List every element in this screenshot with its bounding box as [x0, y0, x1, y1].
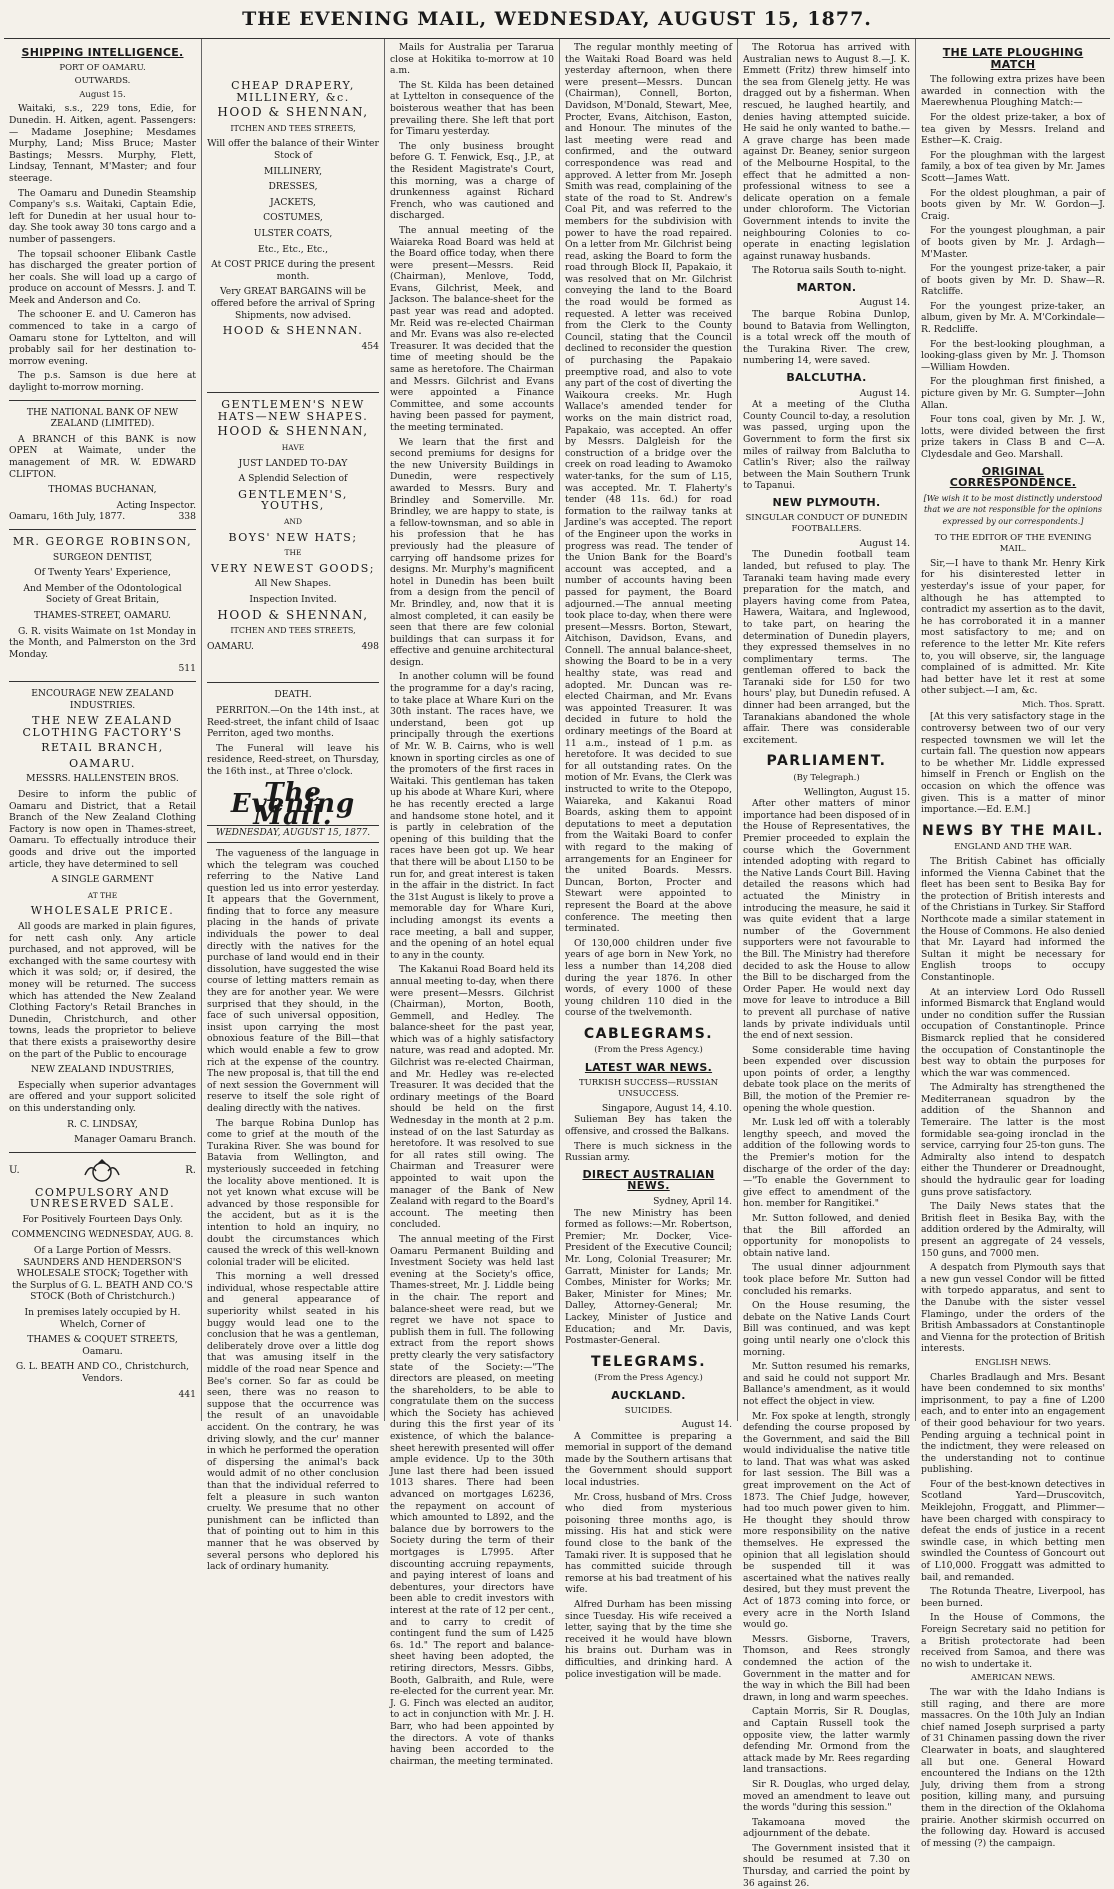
new-shapes: All New Shapes.: [254, 578, 332, 590]
nz-branch: RETAIL BRANCH,: [41, 741, 164, 755]
firm-name: HOOD & SHENNAN.: [222, 324, 364, 338]
just-landed: JUST LANDED TO-DAY: [238, 457, 348, 469]
royal-crest: [9, 1159, 196, 1183]
stock-list: [207, 166, 379, 256]
dateline: August 14.: [859, 537, 910, 549]
column-2: [202, 39, 385, 1573]
paragraph: Mr. Cross, husband of Mrs. Cross who died from mysterious poisoning three months ago, is missing. His hat and stick were found close to the bank of the Tamaki river. It is supposed that he has committed suicide through remorse at his bad treatment of his wife.: [565, 1491, 732, 1596]
paragraph: At a meeting of the Clutha County Council to-day, a resolution was passed, urging upon the Government to form the first six miles of railway from Balclutha to Catlin's River; also the railway between the Main Southern Trunk to Tapanui.: [743, 399, 910, 492]
newspaper-title: The Evening Mail.: [230, 777, 356, 831]
paragraph: Takamoana moved the adjournment of the debate.: [743, 1816, 910, 1840]
nz-signature: R. C. LINDSAY,: [67, 1118, 138, 1130]
firm-streets: ITCHEN AND TEES STREETS,: [230, 123, 356, 133]
paragraph: For the ploughman with the largest family, a box of tea given by Mr. James Scott—James Watt.: [921, 149, 1105, 184]
marton-heading: MARTON.: [796, 280, 857, 294]
paragraph: In the House of Commons, the Foreign Secretary said no petition for a British protectorate had been received from Samoa, and there was no wish to undertake it.: [921, 1612, 1105, 1670]
stock-item: COSTUMES,: [263, 212, 323, 224]
ploughing-match-heading: THE LATE PLOUGHING MATCH: [942, 46, 1084, 71]
paragraph: For the youngest prize-taker, a pair of boots given by Mr. D. Shaw—R. Ratcliffe.: [921, 263, 1105, 298]
firm-name: HOOD & SHENNAN,: [217, 105, 369, 120]
stock-item: JACKETS,: [270, 196, 316, 208]
divider: [9, 400, 196, 401]
sale-days: For Positively Fourteen Days Only.: [22, 1213, 183, 1225]
the: THE: [284, 548, 302, 558]
paragraph: Charles Bradlaugh and Mrs. Besant have been condemned to six months' imprisonment, to pay a fine of L200 each, and to enter into an engagement of their good behaviour for two years. Pending arguing a technical point in the indictment, they were released on the understanding not to continue publishing.: [921, 1371, 1105, 1476]
firm-name: HOOD & SHENNAN,: [217, 607, 369, 622]
dentist-membership: And Member of the Odontological Society of Great Britain,: [23, 582, 182, 606]
death-notice: PERRITON.—On the 14th inst., at Reed-street, the infant child of Isaac Perriton, aged two months.: [207, 704, 379, 740]
boys-hats: BOYS' NEW HATS;: [228, 530, 358, 544]
paragraph: Four tons coal, given by Mr. J. W., lotts, were divided between the first prize takers in Class B and C—A. Clydesdale and Geo. Marshall.: [921, 414, 1105, 460]
paragraph: Mr. Fox spoke at length, strongly defending the course proposed by the Government, and said the Bill would individualise the native title to land. That was what was asked for last session. The Bill was a great improvement on the Act of 1873. The Chief Judge, however, had too much power given to him. He thought they should throw more responsibility on the native themselves. He expressed the opinion that all legislation should be suspended till it was ascertained what the natives really desired, but they must prevent the Act of 1873 coming into force, or every acre in the North Island would go.: [743, 1410, 910, 1631]
dateline: Wellington, August 15.: [803, 786, 910, 798]
editor-note: [At this very satisfactory stage in the controversy between two of our very respected townsmen we will let the curtain fall. The question now appears to be whether Mr. Liddle expressed himself in French or English on the occasion on which the offence was given. This is a matter of minor importance.—Ed. E.M.]: [921, 711, 1105, 816]
paragraph: In another column will be found the programme for a day's racing, to take place at Whare Kuri on the 30th instant. The races have, we understand, been got up principally through the exertions of Mr. W. B. Cairns, who is well known in sporting circles as one of the promoters of the first races in Waitaki. This gentleman has taken up his abode at Whare Kuri, where he has recently erected a large and handsome stone hotel, and it is partly in celebration of the opening of this building that the races have been got up. We hear that there will be about L150 to be run for, and great interest is taken in the affair in the district. In fact the 31st August is likely to prove a memorable day for Whare Kuri, including amongst its events a race meeting, a ball and supper, and the opening of an hotel equal to any in the county.: [390, 671, 554, 961]
suicides-heading: SUICIDES.: [624, 1405, 673, 1416]
dentist-title: SURGEON DENTIST,: [52, 551, 153, 563]
gentlemens-hats-heading: GENTLEMEN'S NEW HATS—NEW SHAPES.: [217, 398, 369, 423]
stock-item: ULSTER COATS,: [253, 227, 333, 239]
dateline: August 15.: [79, 89, 126, 100]
paragraph: Alfred Durham has been missing since Tuesday. His wife received a letter, saying that by the time she received it he would have blown his brains out. Durham was in difficulties, and drinking hard. A police investigation will be made.: [565, 1599, 732, 1680]
dateline: August 14.: [859, 297, 910, 309]
paragraph: Especially when superior advantages are offered and your support solicited on this understanding only.: [9, 1079, 196, 1114]
paragraph: The topsail schooner Elibank Castle has discharged the greater portion of her coals. She will load up a cargo of produce on account of Messrs. J. and T. Meek and Anderson and Co.: [9, 248, 196, 306]
paragraph: The St. Kilda has been detained at Lyttelton in consequence of the boisterous weather that has been prevailing there. She left that port for Timaru yesterday.: [390, 79, 554, 138]
newest-goods: VERY NEWEST GOODS;: [211, 561, 375, 575]
paragraph: Mr. Lusk led off with a tolerably lengthy speech, and moved the addition of the following words to the Premier's motion for the discharge of the order of the day:—"To enable the Government to give effect to amendment of the hon. member for Rangitikei.": [743, 1117, 910, 1210]
paragraph: The Kakanui Road Board held its annual meeting to-day, when there were present—Messrs. Gilchrist (Chairman), Morton, Booth, Gemmell, and Hedley. The balance-sheet for the past year, which was of a highly satisfactory nature, was read and adopted. Mr. Gilchrist was re-elected Chairman, and Mr. Hedley was re-elected Treasurer. It was decided that the ordinary meetings of the Board should be held on the first Wednesday in the month at 2 p.m. instead of on the last Saturday as heretofore. It was resolved to sue for all rates still owing. The Chairman and Treasurer were appointed to wait upon the manager of the Bank of New Zealand with regard to the Board's account. The meeting then concluded.: [390, 964, 554, 1231]
paragraph: The Rotorua sails South to-night.: [752, 265, 907, 277]
bank-date-line: [9, 511, 196, 523]
bank-notice: A BRANCH of this BANK is now OPEN at Waimate, under the management of MR. W. EDWARD CLIFTON.: [9, 433, 196, 480]
dentist-address: THAMES-STREET, OAMARU.: [34, 609, 171, 621]
paragraph: The only business brought before G. T. Fenwick, Esq., J.P., at the Resident Magistrate's Court, this morning, was a charge of drunkenness against Richard French, who was cautioned and discharged.: [390, 140, 554, 222]
telegrams-heading: TELEGRAMS.: [590, 1353, 707, 1370]
ad-number: 498: [361, 640, 379, 652]
paragraph: Mr. Sutton resumed his remarks, and said he could not support Mr. Ballance's amendment, as it would not effect the object in view.: [743, 1361, 910, 1407]
paragraph: Sulieman Bey has taken the offensive, and crossed the Balkans.: [565, 1114, 732, 1138]
divider: [207, 682, 379, 683]
sale-signature: G. L. BEATH AND CO., Christchurch, Vendors.: [15, 1361, 190, 1384]
paragraph: There is much sickness in the Russian army.: [565, 1140, 732, 1164]
letter-signature: Mich. Thos. Spratt.: [1021, 699, 1105, 710]
paragraph: All goods are marked in plain figures, for nett cash only. Any article purchased, and not approved, will be exchanged with the same courtesy with which it was sold; or, if desired, the money will be returned. The success which has attended the New Zealand Clothing Factory's Retail Branches in Dunedin, Christchurch, and other towns, leads the proprietor to believe that there exists a praiseworthy desire on the part of the Public to encourage: [9, 921, 196, 1060]
gents-youths: GENTLEMEN'S, YOUTHS,: [238, 487, 348, 513]
telegrams-source: (From the Press Agency.): [594, 1373, 703, 1384]
column-3: [385, 39, 560, 1767]
firm-streets: ITCHEN AND TEES STREETS,: [230, 626, 356, 636]
nz-industries: NEW ZEALAND INDUSTRIES,: [30, 1064, 175, 1076]
paragraph: The Daily News states that the British fleet in Besika Bay, with the addition ordered by the Admiralty, will present an aggregate of 24 vessels, 150 guns, and 7000 men.: [921, 1201, 1105, 1259]
paragraph: The new Ministry has been formed as follows:—Mr. Robertson, Premier; Mr. Docker, Vice-President of the Executive Council; Mr. Long, Colonial Treasurer; Mr. Garratt, Minister for Lands; Mr. Combes, Minister for Works; Mr. Baker, Minister for Mines; Mr. Dalley, Attorney-General; Mr. Lackey, Minister of Justice and Education; and Mr. Davis, Postmaster-General.: [565, 1207, 732, 1347]
paragraph: For the best-looking ploughman, a looking-glass given by Mr. J. Thomson—William Howden.: [921, 338, 1105, 373]
paragraph: Four of the best-known detectives in Scotland Yard—Druscovitch, Meiklejohn, Froggatt, and Plimmer—have been charged with conspiracy to defeat the ends of justice in a recent swindle case, in which betting men swindled the Countess of Goncourt out of L10,000. Froggatt was admitted to bail, and remanded.: [921, 1478, 1105, 1583]
column-4: [560, 39, 738, 1680]
paragraph: This morning a well dressed individual, whose respectable attire and general appearance of superiority whilst seated in his buggy would lead one to the conclusion that he was a gentleman, deliberately drove over a little dog that was amusing itself in the middle of the road near Spence and Bee's corner. So far as could be seen, there was no reason to suppose that the occurrence was the result of an unavoidable accident. On the contrary, he was driving slowly, and the cur' manner in which he performed the operation of dispersing the animal's back would admit of no other conclusion than that the individual referred to felt a pleasure in such wanton cruelty. We presume that no other punishment can be inflicted than that of pointing out to him in this manner that he was observed by several persons who deplored his lack of ordinary humanity.: [207, 1271, 379, 1573]
dateline: August 14.: [859, 387, 910, 399]
paragraph: The usual dinner adjournment took place before Mr. Sutton had concluded his remarks.: [743, 1262, 910, 1297]
nz-town: OAMARU.: [69, 756, 136, 770]
bank-date: Oamaru, 16th July, 1877.: [9, 511, 126, 523]
paragraph: For the oldest ploughman, a pair of boots given by Mr. W. Gordon—J. Craig.: [921, 187, 1105, 222]
paragraph: The p.s. Samson is due here at daylight to-morrow morning.: [9, 370, 196, 394]
paragraph: Mr. Sutton followed, and denied that the Bill afforded an opportunity for monopolists to obtain native land.: [743, 1213, 910, 1259]
town: OAMARU.: [207, 640, 254, 652]
paragraph: The Government insisted that it should be resumed at 7.30 on Thursday, and carried the point by 36 against 26.: [743, 1842, 910, 1889]
paragraph: The barque Robina Dunlop, bound to Batavia from Wellington, is a total wreck off the mouth of the Turakina River. The crew, numbering 14, were saved.: [743, 309, 910, 367]
bargains: Very GREAT BARGAINS will be offered before the arrival of Spring Shipments, now advised.: [211, 286, 375, 321]
war-news-heading: LATEST WAR NEWS.: [584, 1061, 713, 1075]
paragraph: The Rotorua has arrived with Australian news to August 8.—J. K. Emmett (Fritz) threw himself into the sea from Glenelg jetty. He was dragged out by a fisherman. When rescued, he laughed heartily, and denies having attempted suicide. He said he only wanted to bathe.—A grave charge has been made against Dr. Beaney, senior surgeon of the Melbourne Hospital, to the effect that he admitted a non-professional witness to see a delicate operation on a female under chloroform. The Victorian Government intends to invite the neighbouring Colonies to co-operate in enacting legislation against runaway husbands.: [743, 42, 910, 262]
bank-role: Acting Inspector.: [116, 499, 196, 511]
sale-commencing: COMMENCING WEDNESDAY, AUG. 8.: [11, 1229, 194, 1241]
newspaper-page: [4, 38, 1110, 1889]
firm-footer: [207, 641, 379, 653]
paragraph: Desire to inform the public of Oamaru and District, that a Retail Branch of the New Zealand Clothing Factory is now open in Thames-street, Oamaru. To effectually introduce their goods and drive out the imported article, they have determined to sell: [9, 789, 196, 870]
divider: [9, 681, 196, 682]
american-news-heading: AMERICAN NEWS.: [970, 1673, 1056, 1684]
paragraph: A Committee is preparing a memorial in support of the demand made by the Southern artisans that the Government should support local industries.: [565, 1430, 732, 1489]
editorial-date: WEDNESDAY, AUGUST 15, 1877.: [207, 825, 379, 843]
splendid-selection: A Splendid Selection of: [238, 473, 348, 485]
nz-owners: MESSRS. HALLENSTEIN BROS.: [26, 773, 179, 785]
dentist-experience: Of Twenty Years' Experience,: [34, 567, 171, 579]
divider: [207, 392, 379, 393]
paragraph: The Dunedin football team landed, but refused to play. The Taranaki team having made every preparation for the match, and players having come from Patea, Hawera, Waitara, and Inglewood, to take part, on hearing the determination of Dunedin players, they expressed themselves in no complimentary terms. The gentleman offered to back the Taranaki side for L50 for two hours' play, but Dunedin refused. A dinner had been arranged, but the Taranakians abandoned the whole affair. There was considerable excitement.: [743, 549, 910, 746]
paragraph: For the youngest prize-taker, an album, given by Mr. A. M'Corkindale—R. Redcliffe.: [921, 300, 1105, 336]
stock-item: DRESSES,: [268, 181, 318, 193]
divider: [9, 529, 196, 530]
inspection: Inspection Invited.: [249, 594, 337, 605]
cablegrams-source: (From the Press Agency.): [594, 1045, 703, 1056]
paragraph: The schooner E. and U. Cameron has commenced to take in a cargo of Oamaru stone for Lyttelton, and will probably sail for her destination to-morrow evening.: [9, 309, 196, 367]
column-6: [916, 39, 1110, 1849]
paragraph: After other matters of minor importance had been disposed of in the House of Representatives, the Premier proceeded to explain the course which the Government intended adopting with regard to the Native Lands Court Bill. Having detailed the reasons which had actuated the Ministry in introducing the measure, he said it was quite evident that a large number of the Government supporters were not favourable to the Bill. The Ministry had therefore decided to ask the House to allow the Bill to be discharged from the Order Paper. He would next day move for leave to introduce a Bill to prevent all purchase of native lands by private individuals until the end of next session.: [743, 798, 910, 1042]
australian-news-heading: DIRECT AUSTRALIAN NEWS.: [582, 1167, 715, 1193]
paragraph: The vagueness of the language in which the telegram was couched referring to the Native Land question led us into error yesterday. It appears that the Government, finding that to force any measure placing in the hands of private individuals the power to deal directly with the natives for the purchase of land would end in their dissolution, have suggested the wise course of letting matters remain as they are for another year. We were surprised that they should, in the face of such universal opposition, insist upon carrying the most obnoxious feature of the Bill—that which would enable a few to grow rich at the expense of the country. The new proposal is, that till the end of next session the Government will reserve to itself the sole right of dealing directly with the natives.: [207, 847, 379, 1114]
paragraph: The following extra prizes have been awarded in connection with the Maerewhenua Ploughing Match:—: [921, 74, 1105, 109]
paragraph: The annual meeting of the First Oamaru Permanent Building and Investment Society was held last evening at the Society's office, Thames-street, Mr. J. Liddle being in the chair. The report and balance-sheet were read, but we regret we have not space to publish them in full. The following extract from the report shows pretty clearly the very satisfactory state of the Society:—"The directors are pleased, on meeting the shareholders, to be able to congratulate them on the success which the Society has achieved during this the first year of its existence, of which the balance-sheet herewith presented will offer ample evidence. Up to the 30th June last there had been issued 1013 shares. There had been advanced on mortgages L6236, the repayment on account of which amounted to L892, and the balance due by borrowers to the Society during the term of their mortgages is L7995. After discounting accruing repayments, and paying interest of loans and debentures, your directors have been able to credit investors with interest at the rate of 12 per cent., and to carry to credit of contingent fund the sum of L425 6s. 1d." The report and balance-sheet having been adopted, the retiring directors, Messrs. Gibbs, Booth, Galbraith, and Rule, were re-elected for the current year. Mr. J. G. Finch was elected an auditor, to act in conjunction with Mr. J. H. Barr, who had been appointed by the directors. A vote of thanks having been accorded to the chairman, the meeting terminated.: [390, 1233, 554, 1767]
bank-heading: THE NATIONAL BANK OF NEW ZEALAND (LIMITED).: [26, 406, 179, 430]
stock-item: Etc., Etc., Etc.,: [258, 243, 328, 255]
column-1: [4, 39, 202, 1421]
paragraph: A despatch from Plymouth says that a new gun vessel Condor will be fitted with torpedo apparatus, and sent to the Danube with the sister vessel Flamingo, under the orders of the British Ambassadors at Constantinople and Vienna for the protection of British interests.: [921, 1262, 1105, 1355]
correspondence-heading: ORIGINAL CORRESPONDENCE.: [949, 464, 1077, 490]
ad-number: 511: [178, 663, 196, 675]
paragraph: At an interview Lord Odo Russell informed Bismarck that England would under no condition suffer the Russian occupation of Constantinople. Prince Bismarck replied that he considered the occupation of Constantinople the best way to obtain the purposes for which the war was commenced.: [921, 986, 1105, 1079]
dateline: Singapore, August 14, 4.10.: [601, 1102, 732, 1114]
paragraph: The annual meeting of the Waiareka Road Board was held at the Board office today, when there were present—Messrs. Reid (Chairman), Menlove, Todd, Evans, Gilchrist, Meek, and Jackson. The balance-sheet for the past year was read and adopted. Mr. Reid was re-elected Chairman and Mr. Evans was also re-elected Treasurer. It was decided that the time of meeting should be the same as heretofore. The Chairman and Messrs. Gilchrist and Evans were appointed a Finance Committee, and some accounts having been passed for payment, the meeting terminated.: [390, 224, 554, 433]
paragraph: Of 130,000 children under five years of age born in New York, no less a number than 14,208 died during the year 1876. In other words, of every 1000 of these young children 110 died in the course of the twelvemonth.: [565, 937, 732, 1019]
bank-signature: THOMAS BUCHANAN,: [48, 484, 157, 496]
parliament-source: (By Telegraph.): [793, 773, 860, 784]
paragraph: For the ploughman first finished, a picture given by Mr. G. Sumpter—John Allan.: [921, 376, 1105, 411]
stock-item: MILLINERY,: [263, 165, 323, 177]
paragraph: We learn that the first and second premiums for designs for the new University Buildings in Dunedin, were respectively awarded to Messrs. Bury and Brindley and Somerville. Mr. Brindley, we are happy to state, is a fellow-townsman, and so able in his profession that he has previously had the pleasure of carrying off handsome prizes for designs. Mr. Murphy's magnificent hotel in Dunedin has been built from a design from the pencil of Mr. Brindley, and, now that it is almost completed, it can easily be seen that there are few colonial buildings that can surpass it for effective and genuine architectural design.: [390, 436, 554, 668]
firm-name: HOOD & SHENNAN,: [217, 424, 369, 439]
death-heading: DEATH.: [274, 689, 312, 701]
sale-premises: In premises lately occupied by H. Whelch, Corner of: [24, 1307, 181, 1330]
auckland-heading: AUCKLAND.: [611, 1388, 686, 1402]
paragraph: The war with the Idaho Indians is still raging, and there are more massacres. On the 10th July an Indian chief named Joseph surprised a party of 31 Chinamen passing down the river Clearwater in boats, and slaughtered all but one. General Howard encountered the Indians on the 12th July, driving them from a strong position, killing many, and pursuing them in the direction of the Oklahoma prairie. Another skirmish occurred on the following day. Howard is accused of messing (?) the campaign.: [921, 1686, 1105, 1849]
parliament-heading: PARLIAMENT.: [766, 753, 887, 770]
paragraph: The regular monthly meeting of the Waitaki Road Board was held yesterday afternoon, when there were present—Messrs. Duncan (Chairman), Connell, Borton, Davidson, M'Donald, Stewart, Mee, Procter, Evans, Aitchison, Easton, and Honour. The minutes of the last meeting were read and confirmed, and the outward correspondence was read and approved. A letter from Mr. Joseph Smith was read, complaining of the state of the road to St. Andrew's Coal Pit, and was referred to the members for the subdivision with power to have the road repaired. On a letter from Mr. Gilchrist being read, asking the Board to form the road through Block II, Papakaio, it was resolved that on Mr. Gilchrist conveying the land to the Board the road would be formed as requested. A letter was received from the Clerk to the County Council, stating that the Council declined to reconsider the question of purchasing the Papakaio preemptive road, and also to vote any part of the cost of diverting the Waikoura creeks. Mr. Hugh Wallace's amended tender for works on the main district road, Papakaio, was accepted. An offer by Messrs. Dalgleish for the construction of a bridge over the creek on road leading to Awamoko water-tanks, for the sum of L15, was accepted. Mr. T. Flaherty's tender (48 11s. 6d.) for road formation to the railway tanks at Jardine's was accepted. The report of the Engineer upon the works in progress was read. The tender of the Union Bank for the Board's account was accepted, and a number of accounts having been passed for payment, the Board adjourned.—The annual meeting took place to-day, when there were present—Messrs. Borton, Stewart, Aitchison, Davidson, Evans, and Connell. The annual balance-sheet, showing the Board to be in a very healthy state, was read and adopted. Mr. Duncan was re-elected Chairman, and Mr. Evans was appointed Treasurer. It was decided in future to hold the ordinary meetings of the Board at 11 a.m., instead of 1 p.m. as heretofore. It was decided to sue for all outstanding rates. On the motion of Mr. Evans, the Clerk was instructed to write to the Otepopo, Waiareka, and Kakanui Road Boards, asking them to appoint deputations to meet a deputation from the Waitaki Board to confer with regard to the making of arrangements for an Engineer for the united Boards. Messrs. Duncan, Borton, Procter and Stewart were appointed to represent the Board at the above conference. The meeting then terminated.: [565, 42, 732, 935]
sale-heading: COMPULSORY AND UNRESERVED SALE.: [29, 1185, 176, 1211]
paragraph: The British Cabinet has officially informed the Vienna Cabinet that the fleet has been sent to Besika Bay for the protection of British interests and of the Christians in Turkey. Sir Stafford Northcote made a similar statement in the House of Commons. He also denied that Mr. Layard had informed the Sultan it might be necessary for English troops to occupy Constantinople.: [921, 856, 1105, 983]
paragraph: Mails for Australia per Tararua close at Hokitika to-morrow at 10 a.m.: [390, 42, 554, 77]
port-heading: PORT OF OAMARU.: [59, 62, 146, 73]
nz-at-the: AT THE: [87, 890, 118, 900]
nz-single-garment: A SINGLE GARMENT: [51, 874, 154, 886]
war-news-title: TURKISH SUCCESS—RUSSIAN UNSUCCESS.: [578, 1077, 719, 1100]
news-by-mail-heading: NEWS BY THE MAIL.: [921, 822, 1104, 839]
england-war-heading: ENGLAND AND THE WAR.: [954, 842, 1072, 853]
nz-company: THE NEW ZEALAND CLOTHING FACTORY'S: [22, 714, 183, 739]
cablegrams-heading: CABLEGRAMS.: [583, 1025, 714, 1042]
dentist-visits: G. R. visits Waimate on 1st Monday in the Month, and Palmerston on the 3rd Monday.: [9, 625, 196, 660]
to-the-editor: TO THE EDITOR OF THE EVENING MAIL.: [934, 532, 1092, 555]
divider: [9, 1152, 196, 1153]
correspondence-notice: [We wish it to be most distinctly understood that we are not responsible for the opinions expressed by our correspondents.]: [923, 493, 1103, 526]
nz-role: Manager Oamaru Branch.: [74, 1134, 196, 1146]
plymouth-title: SINGULAR CONDUCT OF DUNEDIN FOOTBALLERS.: [745, 512, 908, 535]
paragraph: For the oldest prize-taker, a box of tea given by Messrs. Ireland and Esther—K. Craig.: [921, 111, 1105, 147]
ad-number: 441: [178, 1388, 196, 1400]
ad-number: 454: [361, 340, 379, 352]
new-plymouth-heading: NEW PLYMOUTH.: [772, 495, 881, 509]
dateline: Sydney, April 14.: [653, 1196, 732, 1207]
funeral-notice: The Funeral will leave his residence, Reed-street, on Thursday, the 16th inst., at Three o'clock.: [207, 742, 379, 777]
paragraph: Messrs. Gisborne, Travers, Thomson, and Rees strongly condemned the action of the Government in the matter and for the way in which the Bill had been drawn, in long and warm speeches.: [743, 1633, 910, 1703]
and: AND: [284, 517, 302, 527]
firm-offer: Will offer the balance of their Winter Stock of: [207, 138, 379, 161]
cheap-drapery-heading: CHEAP DRAPERY, MILLINERY, &c.: [231, 79, 355, 104]
cost-price: At COST PRICE during the present month.: [211, 259, 375, 282]
sale-streets: THAMES & COQUET STREETS, Oamaru.: [27, 1334, 178, 1357]
column-5: [738, 39, 916, 1889]
paragraph: The Rotunda Theatre, Liverpool, has been burned.: [921, 1586, 1105, 1609]
letter: Sir,—I have to thank Mr. Henry Kirk for his disinterested letter in yesterday's issue of your paper, for although he has attempted to contradict my assertion as to the davit, he has corroborated it in a manner most satisfactory to me; and on reference to the letter Mr. Kite refers to, you will observe, sir, the language complained of is admitted. Mr. Kite had better have let it rest at some other subject.—I am, &c.: [921, 557, 1105, 697]
shipping-heading: SHIPPING INTELLIGENCE.: [21, 46, 184, 59]
dentist-name: MR. GEORGE ROBINSON,: [12, 534, 193, 548]
paragraph: The Oamaru and Dunedin Steamship Company's s.s. Waitaki, Captain Edie, left for Dunedin at her usual hour to-day. She took away 30 tons cargo and a number of passengers.: [9, 187, 196, 245]
crest-icon: [82, 1159, 122, 1183]
sale-stock: Of a Large Portion of Messrs. SAUNDERS AND HENDERSON'S WHOLESALE STOCK; Together with the Surplus of G. L. BEATH AND CO.'S STOCK (Both of Christchurch.): [12, 1245, 193, 1303]
paragraph: The Admiralty has strengthened the Mediterranean squadron by the addition of the Shannon and Temeraire. The latter is the most formidable sea-going ironclad in the service, carrying four 25-ton guns. The Admiralty also intend to despatch either the Thunderer or Dreadnought, should the hydraulic gear for loading guns prove satisfactory.: [921, 1082, 1105, 1198]
english-news-heading: ENGLISH NEWS.: [975, 1357, 1051, 1368]
paragraph: Some considerable time having been expended over discussion upon points of order, a lengthy debate took place on the merits of Bill, the motion of the Premier re-opening the whole question.: [743, 1044, 910, 1114]
masthead: THE EVENING MAIL, WEDNESDAY, AUGUST 15, 1877.: [242, 8, 872, 30]
balclutha-heading: BALCLUTHA.: [786, 371, 867, 385]
have: HAVE: [281, 443, 305, 453]
crest-letter-u: U.: [9, 1164, 20, 1176]
dateline: August 14.: [681, 1419, 732, 1431]
paragraph: Captain Morris, Sir R. Douglas, and Captain Russell took the opposite view, the latter warmly defending Mr. Ormond from the attack made by Mr. Rees regarding land transactions.: [743, 1706, 910, 1776]
paragraph: On the House resuming, the debate on the Native Lands Court Bill was continued, and was kept going until nearly one o'clock this morning.: [743, 1300, 910, 1358]
paragraph: Sir R. Douglas, who urged delay, moved an amendment to leave out the words "during this session.": [743, 1778, 910, 1814]
crest-letter-r: R.: [185, 1164, 196, 1176]
paragraph: For the youngest ploughman, a pair of boots given by Mr. J. Ardagh—M'Master.: [921, 225, 1105, 260]
nz-wholesale: WHOLESALE PRICE.: [30, 904, 175, 918]
outwards-heading: OUTWARDS.: [74, 76, 131, 87]
nz-industries-heading: ENCOURAGE NEW ZEALAND INDUSTRIES.: [31, 687, 174, 711]
paragraph: The barque Robina Dunlop has come to grief at the mouth of the Turakina River. She was bound for Batavia from Wellington, and mysteriously succeeded in fetching the locality above mentioned. It is not yet known what excuse will be advanced by those responsible for the accident, but as it is the intention to hold an inquiry, no doubt the circumstances which caused the wreck of this well-known colonial trader will be elicited.: [207, 1117, 379, 1268]
ad-number: 338: [178, 511, 196, 523]
paragraph: Waitaki, s.s., 229 tons, Edie, for Dunedin. H. Aitken, agent. Passengers:— Madame Josephine; Mesdames Murphy, Land; Miss Bruce; Master Bastings; Messrs. Murphy, Flett, Lindsay, Tennant, M'Master; and four steerage.: [9, 103, 196, 184]
